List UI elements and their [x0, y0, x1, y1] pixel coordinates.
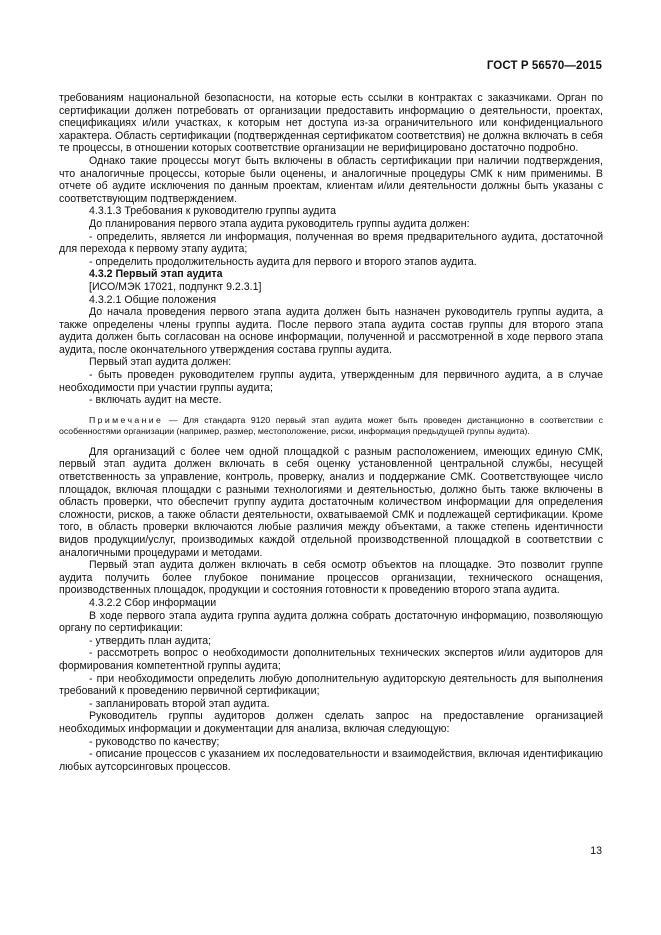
list-item: - определить продолжительность аудита для первого и второго этапов аудита.: [89, 255, 477, 268]
paragraph: До планирования первого этапа аудита руководитель группы аудита должен:: [89, 217, 470, 230]
paragraph: требованиям национальной безопасности, на которые есть ссылки в контрактах с заказчиками. Орган по сертификации должен потребовать от организации предоставить информацию о деятельности, проектах, спецификациях и/или участках, к которым нет доступа из-за ограничительного или конфиденциального характера. Область сертификации (подтвержденная сертификатом соответствия) не должна включать в себя те процессы, в отношении которых соответствие организации не верифицировано достаточно подробно.: [59, 92, 603, 155]
paragraph: Первый этап аудита должен:: [89, 356, 232, 369]
list-item: - рассмотреть вопрос о необходимости дополнительных технических экспертов и/или аудиторов для формирования компетентной группы аудита;: [59, 647, 603, 672]
section-heading-4-3-1-3: 4.3.1.3 Требования к руководителю группы аудита: [89, 205, 336, 218]
reference: [ИСО/МЭК 17021, подпункт 9.2.3.1]: [89, 280, 262, 293]
list-item: - быть проведен руководителем группы аудита, утвержденным для первичного аудита, а в случае необходимости при участии группы аудита;: [59, 369, 603, 394]
page-content: [59, 92, 603, 773]
paragraph: В ходе первого этапа аудита группа аудита должна собрать достаточную информацию, позволяющую органу по сертификации:: [59, 609, 603, 635]
note-dash: —: [163, 414, 184, 425]
paragraph: Руководитель группы аудиторов должен сделать запрос на предоставление организацией необходимых информации и документации для анализа, включая следующую:: [59, 710, 603, 735]
paragraph: Однако такие процессы могут быть включены в область сертификации при наличии подтверждения, что аналогичные процессы, которые были оценены, и аналогичные процедуры СМК к ним применимы. В отчете об аудите исключения по данным проектам, клиентам и/или деятельности должны быть указаны с соответствующим подтверждением.: [59, 154, 603, 205]
section-heading-4-3-2-2: 4.3.2.2 Сбор информации: [89, 596, 217, 609]
list-item: - утвердить план аудита;: [89, 634, 212, 647]
note-text: Для стандарта 9120 первый этап аудита может быть проведен дистанционно в соответствии с особенностями организации (например, размер, местоположение, риски, информация предыдущей группы аудита).: [59, 414, 604, 437]
list-item: - включать аудит на месте.: [89, 394, 222, 407]
list-item: - описание процессов с указанием их последовательности и взаимодействия, включая идентификацию любых аутсорсинговых процессов.: [59, 748, 603, 773]
list-item: - руководство по качеству;: [89, 735, 220, 748]
note-label: Примечание: [89, 414, 164, 425]
section-heading-4-3-2-1: 4.3.2.1 Общие положения: [89, 293, 217, 306]
list-item: - определить, является ли информация, полученная во время предварительного аудита, достаточной для перехода к первому этапу аудита;: [59, 230, 603, 256]
paragraph: Для организаций с более чем одной площадкой с разным расположением, имеющих единую СМК, первый этап аудита должен включать в себя оценку установленной центральной службы, несущей ответственность за управление, контроль, проверку, анализ и поддержание СМК. Соответствующее число площадок, включая площадки с разными технологиями и деятельностью, должно быть также включены в область проверки, что обеспечит группу аудита достаточным количеством информации для определения сложности, рисков, а также области деятельности, охватываемой СМК и подлежащей сертификации. Кроме того, в область проверки включаются любые различия между объектами, а также степень идентичности видов продукции/услуг, производимых каждой отдельной производственной площадкой в соответствии с аналогичными процедурами и методами.: [59, 445, 603, 559]
section-heading-4-3-2: 4.3.2 Первый этап аудита: [89, 268, 223, 281]
page-number: 13: [590, 845, 602, 857]
list-item: - при необходимости определить любую дополнительную аудиторскую деятельность для выполнения требований к проведению первичной сертификации;: [59, 672, 603, 698]
paragraph: Первый этап аудита должен включать в себя осмотр объектов на площадке. Это позволит группе аудита получить более глубокое понимание процессов организации, технического оснащения, производственных площадок, продукции и состояния готовности к проведению второго этапа аудита.: [59, 559, 603, 597]
standard-code: ГОСТ Р 56570—2015: [486, 60, 602, 72]
paragraph: До начала проведения первого этапа аудита должен быть назначен руководитель группы аудита, а также определены члены группы аудита. После первого этапа аудита состав группы для второго этапа аудита должен быть согласован на основе информации, полученной и рассмотренной в ходе первого этапа аудита, после окончательного утверждения состава группы аудита.: [59, 306, 603, 356]
list-item: - запланировать второй этап аудита.: [89, 697, 270, 710]
note: [59, 415, 603, 438]
